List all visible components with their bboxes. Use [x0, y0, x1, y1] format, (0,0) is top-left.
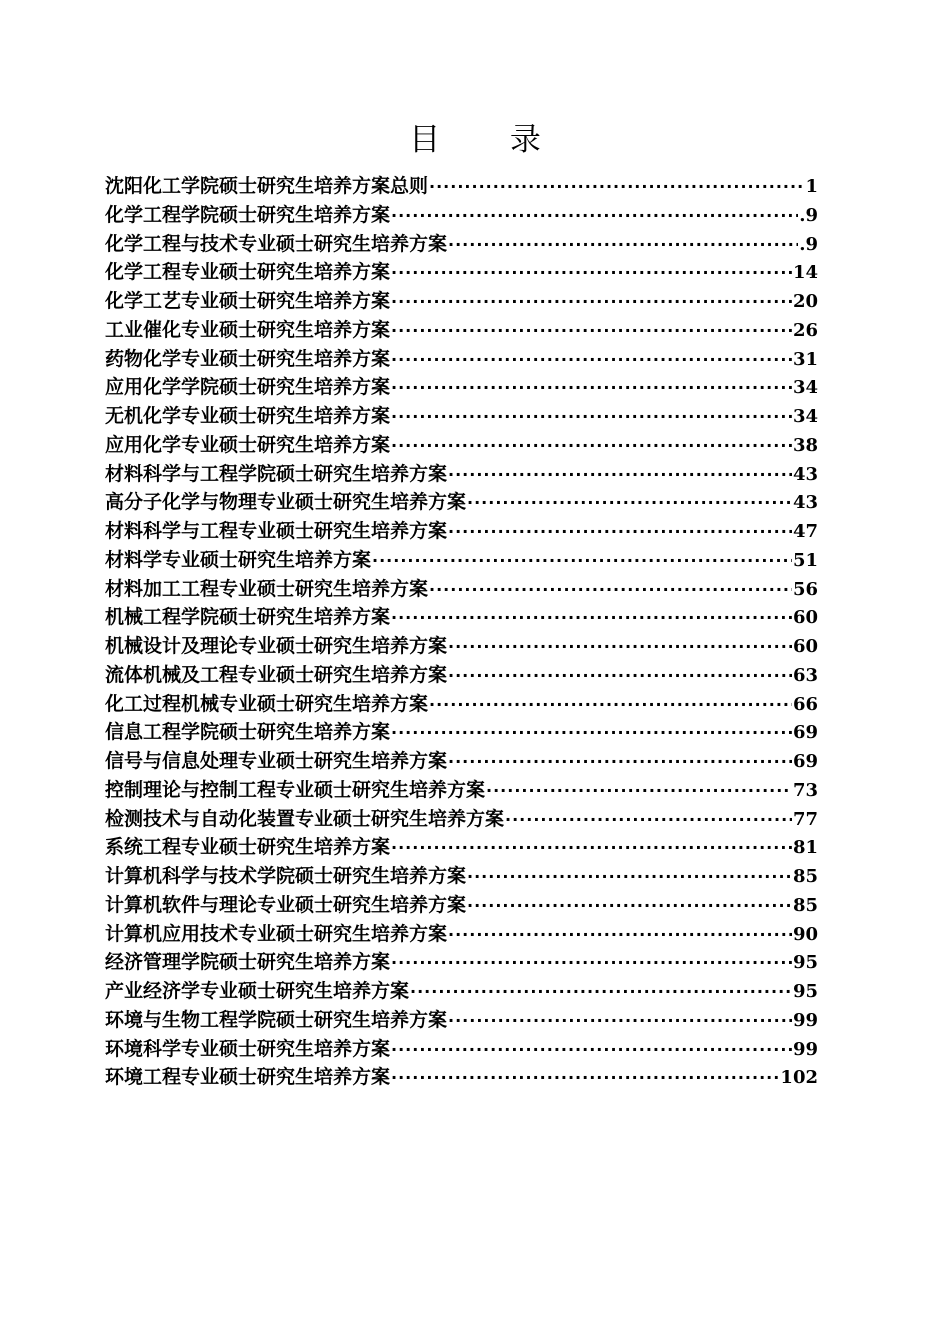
toc-page-number: 73	[792, 779, 818, 801]
toc-page-number: 43	[792, 463, 818, 485]
toc-dot-leader	[429, 695, 792, 714]
toc-dot-leader	[372, 551, 792, 570]
toc-entry-title: 系统工程专业硕士研究生培养方案	[105, 836, 391, 859]
toc-entry-title: 计算机软件与理论专业硕士研究生培养方案	[105, 893, 467, 916]
toc-dot-leader	[391, 608, 792, 627]
toc-entry[interactable]	[105, 689, 818, 718]
toc-entry[interactable]	[105, 861, 818, 890]
toc-page-number: 60	[792, 607, 818, 629]
toc-dot-leader	[505, 810, 792, 829]
toc-entry[interactable]	[105, 315, 818, 344]
toc-dot-leader	[391, 436, 792, 455]
toc-page-number: 14	[792, 262, 818, 284]
toc-dot-leader	[391, 321, 792, 340]
toc-entry-title: 工业催化专业硕士研究生培养方案	[105, 318, 391, 341]
toc-entry[interactable]	[105, 1005, 818, 1034]
toc-page-number: 1	[805, 176, 818, 197]
toc-dot-leader	[448, 235, 798, 254]
toc-dot-leader	[410, 982, 792, 1001]
toc-entry-title: 信息工程学院硕士研究生培养方案	[105, 721, 391, 744]
toc-entry-title: 产业经济学专业硕士研究生培养方案	[105, 980, 410, 1002]
toc-page-number: .9	[799, 233, 818, 255]
toc-entry-title: 化学工程与技术专业硕士研究生培养方案	[105, 232, 448, 255]
toc-dot-leader	[448, 925, 792, 944]
toc-dot-leader	[467, 867, 792, 886]
toc-dot-leader	[391, 723, 792, 742]
toc-entry-title: 信号与信息处理专业硕士研究生培养方案	[105, 750, 448, 772]
toc-entry[interactable]	[105, 229, 818, 258]
toc-entry[interactable]	[105, 602, 818, 631]
toc-entry-title: 经济管理学院硕士研究生培养方案	[105, 951, 391, 974]
toc-entry-title: 沈阳化工学院硕士研究生培养方案总则	[105, 175, 429, 197]
toc-page-number: 34	[792, 406, 818, 427]
toc-entry[interactable]	[105, 171, 818, 200]
toc-entry[interactable]	[105, 430, 818, 459]
toc-entry-title: 控制理论与控制工程专业硕士研究生培养方案	[105, 778, 486, 801]
toc-page-number: 56	[792, 578, 818, 600]
toc-entry[interactable]	[105, 947, 818, 976]
toc-entry-title: 材料学专业硕士研究生培养方案	[105, 548, 372, 571]
toc-entry[interactable]	[105, 487, 818, 516]
toc-dot-leader	[391, 407, 792, 426]
toc-page-number: 95	[792, 981, 818, 1002]
toc-entry[interactable]	[105, 832, 818, 861]
toc-entry[interactable]	[105, 804, 818, 833]
toc-entry[interactable]	[105, 775, 818, 804]
toc-entry-title: 环境工程专业硕士研究生培养方案	[105, 1066, 391, 1089]
toc-dot-leader	[391, 1040, 792, 1059]
toc-entry-title: 材料科学与工程专业硕士研究生培养方案	[105, 520, 448, 542]
toc-page-number: 60	[792, 636, 818, 657]
toc-entry[interactable]	[105, 401, 818, 430]
toc-page-number: 26	[792, 319, 818, 341]
toc-dot-leader	[448, 666, 792, 685]
toc-entry[interactable]	[105, 459, 818, 488]
toc-entry[interactable]	[105, 574, 818, 603]
toc-dot-leader	[448, 522, 792, 541]
toc-entry-title: 环境与生物工程学院硕士研究生培养方案	[105, 1008, 448, 1031]
toc-dot-leader	[391, 263, 792, 282]
toc-entry-title: 检测技术与自动化装置专业硕士研究生培养方案	[105, 807, 505, 830]
toc-entry-title: 计算机应用技术专业硕士研究生培养方案	[105, 922, 448, 945]
toc-entry[interactable]	[105, 919, 818, 948]
toc-entry[interactable]	[105, 200, 818, 229]
toc-dot-leader	[448, 752, 792, 771]
toc-entry[interactable]	[105, 1034, 818, 1063]
toc-page-number: 51	[792, 549, 818, 571]
toc-entry-title: 流体机械及工程专业硕士研究生培养方案	[105, 663, 448, 686]
toc-page-number: .9	[799, 204, 818, 226]
toc-entry-title: 化学工艺专业硕士研究生培养方案	[105, 290, 391, 312]
toc-entry-title: 化学工程专业硕士研究生培养方案	[105, 261, 391, 284]
toc-dot-leader	[391, 838, 792, 857]
toc-page-number: 99	[792, 1038, 818, 1060]
toc-dot-leader	[467, 493, 792, 512]
toc-page-number: 63	[792, 664, 818, 686]
toc-dot-leader	[448, 1011, 792, 1030]
toc-page-number: 34	[792, 377, 818, 399]
toc-dot-leader	[448, 465, 792, 484]
toc-dot-leader	[391, 350, 792, 369]
toc-entry[interactable]	[105, 516, 818, 545]
toc-page-number: 69	[792, 722, 818, 744]
table-of-contents	[105, 171, 818, 1091]
toc-entry-title: 材料科学与工程学院硕士研究生培养方案	[105, 462, 448, 485]
toc-entry[interactable]	[105, 344, 818, 373]
toc-entry[interactable]	[105, 631, 818, 660]
toc-page-number: 38	[792, 434, 818, 456]
toc-dot-leader	[429, 177, 804, 196]
toc-entry-title: 环境科学专业硕士研究生培养方案	[105, 1037, 391, 1060]
toc-entry-title: 材料加工工程专业硕士研究生培养方案	[105, 577, 429, 600]
toc-page-number: 102	[780, 1067, 818, 1089]
toc-page-number: 66	[792, 693, 818, 715]
toc-entry[interactable]	[105, 717, 818, 746]
toc-entry[interactable]	[105, 890, 818, 919]
toc-page-number: 77	[792, 808, 818, 830]
toc-entry-title: 应用化学学院硕士研究生培养方案	[105, 376, 391, 399]
toc-dot-leader	[429, 580, 792, 599]
toc-title: 目 录	[409, 122, 571, 158]
toc-entry-title: 计算机科学与技术学院硕士研究生培养方案	[105, 865, 467, 887]
toc-entry[interactable]	[105, 660, 818, 689]
toc-page-number: 43	[792, 492, 818, 514]
toc-entry-title: 机械工程学院硕士研究生培养方案	[105, 606, 391, 629]
toc-entry[interactable]	[105, 976, 818, 1005]
toc-dot-leader	[391, 378, 792, 397]
toc-dot-leader	[467, 896, 792, 915]
toc-page-number: 90	[792, 923, 818, 945]
toc-dot-leader	[391, 953, 792, 972]
toc-entry[interactable]	[105, 746, 818, 775]
toc-entry-title: 化工过程机械专业硕士研究生培养方案	[105, 692, 429, 715]
toc-entry[interactable]	[105, 545, 818, 574]
toc-dot-leader	[448, 637, 792, 656]
toc-page-number: 47	[792, 521, 818, 542]
toc-dot-leader	[486, 781, 792, 800]
toc-page-number: 20	[792, 291, 818, 312]
toc-entry-title: 高分子化学与物理专业硕士研究生培养方案	[105, 491, 467, 514]
toc-entry-title: 机械设计及理论专业硕士研究生培养方案	[105, 635, 448, 657]
toc-entry[interactable]	[105, 372, 818, 401]
toc-page-number: 85	[792, 866, 818, 887]
toc-entry-title: 应用化学专业硕士研究生培养方案	[105, 433, 391, 456]
toc-dot-leader	[391, 292, 792, 311]
toc-entry[interactable]	[105, 257, 818, 286]
toc-page-number: 95	[792, 952, 818, 974]
toc-page-number: 69	[792, 751, 818, 772]
toc-entry[interactable]	[105, 1062, 818, 1091]
toc-dot-leader	[391, 206, 798, 225]
toc-entry-title: 无机化学专业硕士研究生培养方案	[105, 405, 391, 427]
toc-page-number: 85	[792, 894, 818, 916]
toc-dot-leader	[391, 1068, 779, 1087]
toc-entry-title: 化学工程学院硕士研究生培养方案	[105, 203, 391, 226]
toc-page-number: 99	[792, 1009, 818, 1031]
toc-entry-title: 药物化学专业硕士研究生培养方案	[105, 347, 391, 370]
toc-page-number: 81	[792, 837, 818, 859]
toc-entry[interactable]	[105, 286, 818, 315]
toc-page-number: 31	[792, 348, 818, 370]
